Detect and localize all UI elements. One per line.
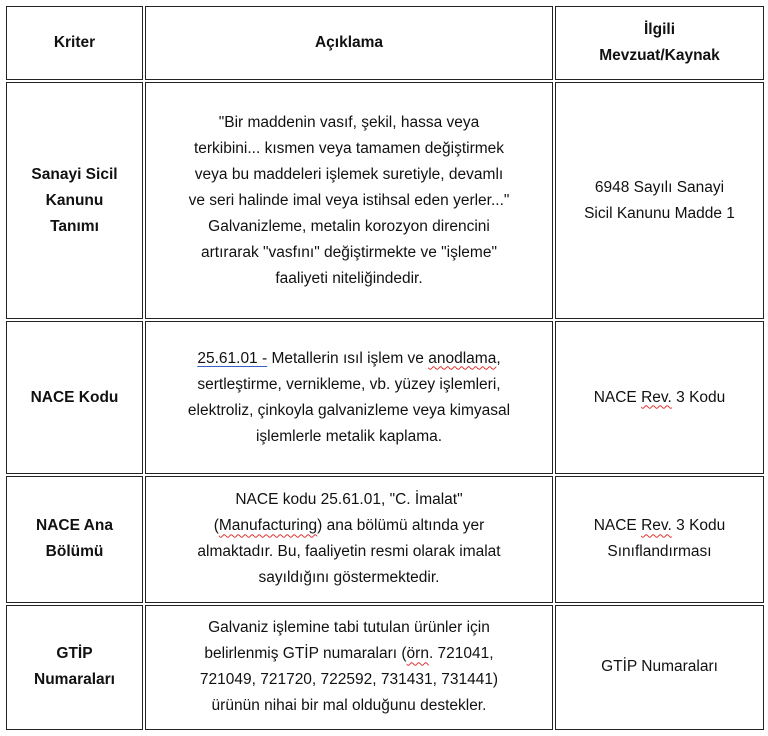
criterion-text: Tanımı	[50, 217, 99, 235]
description-text: belirlenmiş GTİP numaraları (	[204, 645, 407, 663]
description-text: terkibini... kısmen veya tamamen değiştirmek	[193, 139, 505, 157]
spellcheck-word: Manufacturing	[218, 517, 318, 535]
criterion-text: Bölümü	[45, 543, 104, 561]
criteria-table	[4, 4, 766, 732]
criterion-text: Numaraları	[34, 671, 115, 689]
description-text: sertleştirme, vernikleme, vb. yüzey işlemleri,	[197, 375, 501, 393]
description-text: "Bir maddenin vasıf, şekil, hassa veya	[218, 113, 480, 131]
source-text: NACE	[593, 517, 637, 535]
criterion-text: GTİP	[56, 645, 93, 663]
description-text: 721049, 721720, 722592, 731431, 731441)	[199, 671, 499, 689]
spellcheck-word: Rev.	[641, 388, 672, 406]
spellcheck-word: anodlama	[428, 349, 497, 367]
header-source	[555, 6, 764, 80]
source-text: Sicil Kanunu Madde 1	[584, 204, 735, 222]
source-cell	[555, 82, 764, 319]
source-text: GTİP Numaraları	[601, 658, 718, 676]
source-text: 3 Kodu	[676, 388, 726, 406]
description-text: elektroliz, çinkoyla galvanizleme veya kimyasal	[187, 401, 511, 419]
table-row	[6, 605, 764, 730]
description-text: Galvanizleme, metalin korozyon direncini	[208, 217, 490, 235]
description-text: NACE kodu 25.61.01, "C. İmalat"	[235, 491, 463, 509]
header-description: Açıklama	[145, 6, 553, 80]
description-cell	[145, 605, 553, 730]
criterion-cell	[6, 321, 143, 474]
source-text: 3 Kodu	[676, 517, 726, 535]
description-text: Metallerin ısıl işlem ve	[271, 349, 424, 367]
table-row	[6, 321, 764, 474]
criterion-cell	[6, 82, 143, 319]
source-text: NACE	[593, 388, 637, 406]
description-text: ürünün nihai bir mal olduğunu destekler.	[211, 697, 487, 715]
criterion-text: NACE Kodu	[30, 388, 119, 406]
table-row	[6, 82, 764, 319]
description-text: ve seri halinde imal veya istihsal eden yerler..."	[188, 191, 510, 209]
header-criterion: Kriter	[6, 6, 143, 80]
description-cell	[145, 321, 553, 474]
source-cell	[555, 321, 764, 474]
criterion-cell	[6, 605, 143, 730]
source-cell	[555, 605, 764, 730]
header-source-line1: İlgili	[644, 21, 675, 39]
description-text: Galvaniz işlemine tabi tutulan ürünler için	[208, 619, 490, 637]
description-text: ) ana bölümü altında yer	[317, 517, 485, 535]
nace-code-link[interactable]: 25.61.01 -	[197, 349, 268, 367]
source-cell	[555, 476, 764, 602]
criterion-text: NACE Ana	[36, 517, 113, 535]
description-text: (	[213, 517, 219, 535]
description-cell	[145, 82, 553, 319]
spellcheck-word: örn	[406, 645, 429, 663]
header-row	[6, 6, 764, 80]
source-text: 6948 Sayılı Sanayi	[594, 178, 725, 196]
header-source-line2: Mevzuat/Kaynak	[599, 47, 720, 65]
description-text: ,	[496, 349, 501, 367]
description-text: almaktadır. Bu, faaliyetin resmi olarak imalat	[197, 543, 501, 561]
source-text: Sınıflandırması	[607, 543, 712, 561]
table-row	[6, 476, 764, 602]
criterion-cell	[6, 476, 143, 602]
description-text: artırarak "vasfını" değiştirmekte ve "işleme"	[201, 243, 497, 261]
spellcheck-word: Rev.	[641, 517, 672, 535]
criterion-text: Kanunu	[45, 191, 104, 209]
description-text: faaliyeti niteliğindedir.	[275, 269, 423, 287]
description-text: . 721041,	[428, 645, 494, 663]
description-text: veya bu maddeleri işlemek suretiyle, devamlı	[194, 165, 504, 183]
criterion-text: Sanayi Sicil	[31, 165, 118, 183]
description-text: sayıldığını göstermektedir.	[258, 569, 440, 587]
description-cell	[145, 476, 553, 602]
description-text: işlemlerle metalik kaplama.	[255, 427, 443, 445]
